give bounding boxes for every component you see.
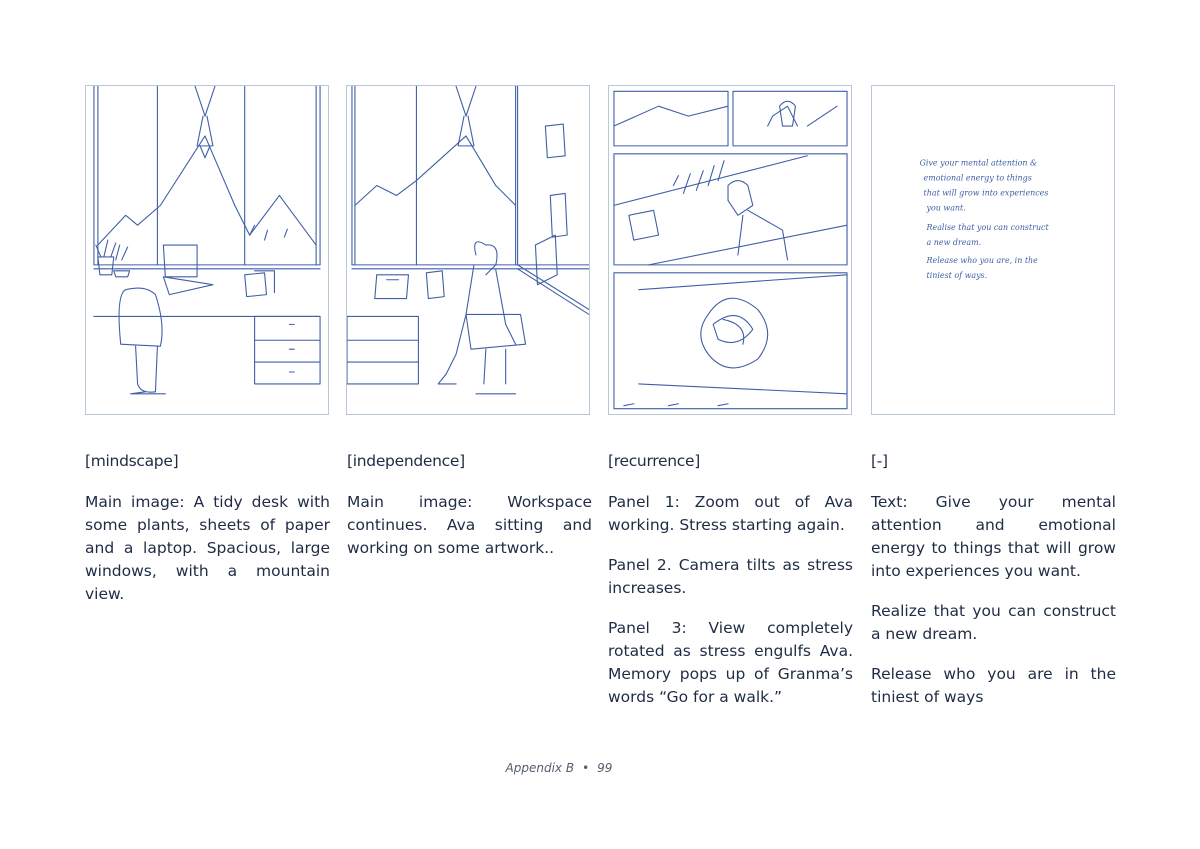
artist-working-sketch-illustration bbox=[347, 86, 589, 414]
storyboard-panel-mindscape bbox=[85, 85, 329, 415]
sketch-line-2: emotional energy to things bbox=[923, 173, 1032, 183]
sketch-line-6: a new dream. bbox=[926, 238, 982, 248]
sketch-line-1: Give your mental attention & bbox=[919, 158, 1038, 168]
storyboard-panel-recurrence bbox=[608, 85, 852, 415]
desk-sketch-illustration bbox=[86, 86, 328, 414]
panel-tag: [independence] bbox=[347, 452, 465, 470]
panel-tag: [recurrence] bbox=[608, 452, 700, 470]
panel-caption-independence bbox=[347, 450, 592, 577]
panel-description: Main image: A tidy desk with some plants, sheets of paper and a laptop. Spacious, large windows, with a mountain view. bbox=[85, 493, 330, 603]
sketch-line-8: tiniest of ways. bbox=[926, 270, 988, 280]
panel-caption-recurrence bbox=[608, 450, 853, 726]
storyboard-panel-text-card bbox=[871, 85, 1115, 415]
sketch-line-7: Release who you are, in the bbox=[926, 255, 1038, 265]
sketch-line-3: that will grow into experiences bbox=[923, 188, 1049, 198]
footer-separator: • bbox=[582, 761, 590, 775]
page-footer bbox=[0, 761, 1118, 775]
sketch-line-4: you want. bbox=[926, 203, 966, 213]
panel-tag: [-] bbox=[871, 452, 888, 470]
panel-description-1: Text: Give your mental attention and emotional energy to things that will grow into experiences you want. bbox=[871, 493, 1116, 580]
panel-description: Main image: Workspace continues. Ava sitting and working on some artwork.. bbox=[347, 493, 592, 557]
panel-description-2: Panel 2. Camera tilts as stress increases. bbox=[608, 556, 853, 597]
panel-description-1: Panel 1: Zoom out of Ava working. Stress starting again. bbox=[608, 493, 853, 534]
storyboard-panel-independence bbox=[346, 85, 590, 415]
panel-caption-text-card bbox=[871, 450, 1116, 726]
panel-description-3: Release who you are in the tiniest of ways bbox=[871, 665, 1116, 706]
handwritten-note-sketch bbox=[872, 86, 1114, 414]
panel-tag: [mindscape] bbox=[85, 452, 179, 470]
panel-caption-mindscape bbox=[85, 450, 330, 623]
panel-description-3: Panel 3: View completely rotated as stress engulfs Ava. Memory pops up of Granma’s words “Go for a walk.” bbox=[608, 619, 853, 706]
stress-sequence-sketch-illustration bbox=[609, 86, 851, 414]
footer-section-label: Appendix B bbox=[505, 761, 575, 775]
panel-description-2: Realize that you can construct a new dream. bbox=[871, 602, 1116, 643]
sketch-line-5: Realise that you can construct bbox=[926, 223, 1049, 233]
page-number: 99 bbox=[597, 761, 613, 775]
